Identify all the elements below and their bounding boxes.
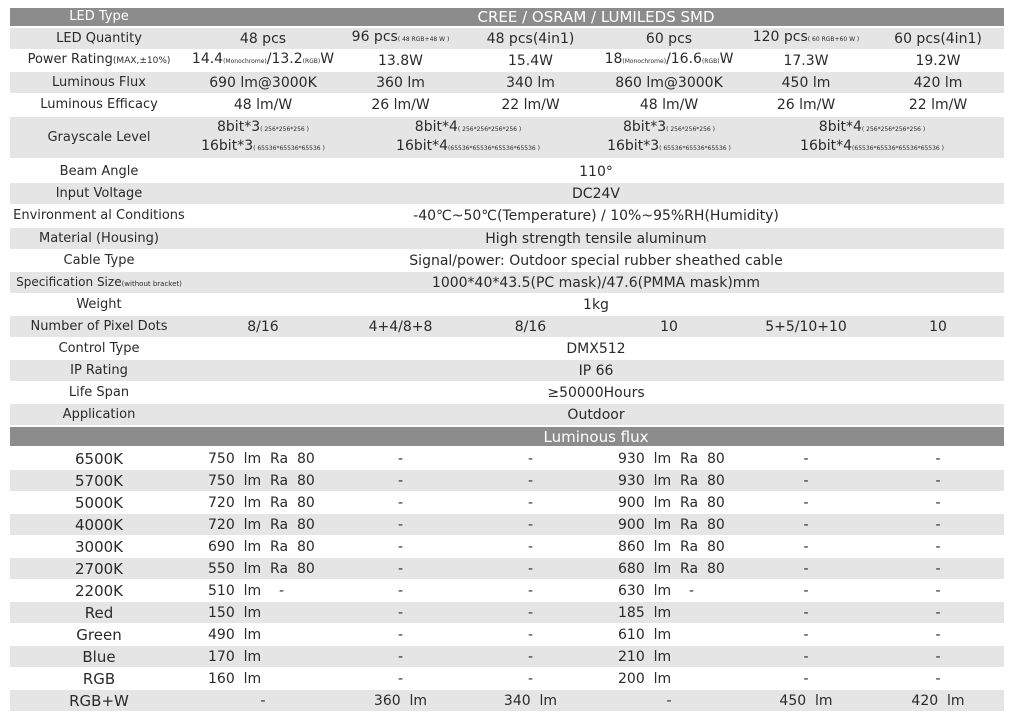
flux-value: - <box>803 582 809 599</box>
row-beam-angle <box>10 161 1004 182</box>
pixel-dots-1: 8/16 <box>247 318 279 335</box>
row-luminous-flux <box>10 72 1004 93</box>
row-pixel-dots <box>10 316 1004 337</box>
flux-row-label: 5700K <box>74 471 123 490</box>
flux-row <box>10 514 1004 535</box>
flux-row-label: Red <box>84 603 114 622</box>
flux-value: 210 lm <box>618 648 672 665</box>
label-cable-type: Cable Type <box>63 252 135 268</box>
qty-1: 48 pcs <box>239 30 287 47</box>
pixel-dots-5: 5+5/10+10 <box>765 318 847 335</box>
flux-row-label: RGB+W <box>69 691 129 710</box>
power-4: 18(Monochrome)/16.6(RGB)W <box>604 51 734 67</box>
flux-value: 185 lm <box>618 604 672 621</box>
flux-value: - <box>397 582 404 599</box>
flux-row-label: 5000K <box>74 493 123 512</box>
flux-value: - <box>397 450 404 467</box>
label-luminous-flux: Luminous Flux <box>52 74 146 90</box>
label-application: Application <box>62 406 136 422</box>
flux-value: - <box>527 670 534 687</box>
flux-value: 930 lm Ra 80 <box>618 450 725 467</box>
flux-value: 860 lm Ra 80 <box>618 538 725 555</box>
flux-value: - <box>397 560 404 577</box>
qty-6: 60 pcs(4in1) <box>894 30 982 47</box>
flux-value: - <box>397 604 404 621</box>
label-life-span: Life Span <box>68 384 130 400</box>
flux-value: - <box>803 604 809 621</box>
flux-value: - <box>935 626 941 643</box>
flux-header-title: Luminous flux <box>543 427 649 446</box>
flux-value: - <box>397 538 404 555</box>
row-spec-size <box>10 272 1004 293</box>
value-control-type: DMX512 <box>566 340 626 357</box>
flux-value: - <box>527 626 534 643</box>
flux-row-label: 4000K <box>74 515 123 534</box>
grayscale-group-4: 8bit*4( 256*256*256*256 ) 16bit*4(65536*65536*65536*65536 ) <box>800 118 944 154</box>
flux-value: - <box>397 494 404 511</box>
row-weight <box>10 294 1004 315</box>
row-life-span <box>10 382 1004 403</box>
grayscale-group-1: 8bit*3( 256*256*256 ) 16bit*3( 65536*65536*65536 ) <box>201 118 325 154</box>
efficacy-3: 22 lm/W <box>501 96 560 113</box>
flux-value: - <box>803 560 809 577</box>
flux-3: 340 lm <box>506 74 555 91</box>
flux-value: - <box>935 582 941 599</box>
label-luminous-efficacy: Luminous Efficacy <box>40 96 158 112</box>
flux-value: - <box>803 516 809 533</box>
pixel-dots-4: 10 <box>660 318 678 335</box>
flux-row <box>10 646 1004 667</box>
flux-value: - <box>260 692 266 709</box>
flux-value: 720 lm Ra 80 <box>208 494 315 511</box>
grayscale-group-2: 8bit*4( 256*256*256*256 ) 16bit*4(65536*65536*65536*65536 ) <box>396 118 540 154</box>
row-grayscale <box>10 117 1004 158</box>
flux-value: 420 lm <box>911 692 965 709</box>
row-luminous-efficacy <box>10 94 1004 115</box>
pixel-dots-3: 8/16 <box>514 318 547 335</box>
efficacy-5: 26 lm/W <box>776 96 836 113</box>
flux-value: 750 lm Ra 80 <box>208 450 315 467</box>
flux-row-label: Green <box>76 625 122 644</box>
flux-2: 360 lm <box>376 74 425 91</box>
flux-value: - <box>527 582 534 599</box>
value-environmental: -40℃~50℃(Temperature) / 10%~95%RH(Humidity) <box>413 207 779 224</box>
label-power-rating: Power Rating(MAX,±10%) <box>27 52 171 67</box>
label-grayscale: Grayscale Level <box>47 129 151 145</box>
flux-5: 450 lm <box>781 74 831 91</box>
flux-value: - <box>935 472 941 489</box>
efficacy-1: 48 lm/W <box>233 96 293 113</box>
row-cable-type <box>10 250 1004 271</box>
flux-value: 450 lm <box>779 692 833 709</box>
flux-1: 690 lm@3000K <box>209 74 317 91</box>
power-5: 17.3W <box>783 52 829 69</box>
value-ip-rating: IP 66 <box>578 362 614 379</box>
row-application <box>10 404 1004 425</box>
flux-value: - <box>935 648 941 665</box>
value-weight: 1kg <box>583 296 609 313</box>
flux-row <box>10 580 1004 601</box>
qty-2: 96 pcs( 48 RGB+48 W ) <box>351 29 450 45</box>
qty-5: 120 pcs( 60 RGB+60 W ) <box>752 29 860 45</box>
flux-value: 150 lm <box>208 604 262 621</box>
flux-value: 510 lm - <box>208 582 285 599</box>
value-beam-angle: 110° <box>579 163 613 180</box>
flux-value: - <box>527 538 534 555</box>
flux-value: - <box>935 604 941 621</box>
flux-value: - <box>803 450 809 467</box>
label-led-quantity: LED Quantity <box>56 30 142 46</box>
flux-value: - <box>803 626 809 643</box>
flux-value: - <box>666 692 672 709</box>
label-environmental: Environment al Conditions <box>13 207 185 223</box>
flux-value: - <box>803 538 809 555</box>
value-cable-type: Signal/power: Outdoor special rubber sheathed cable <box>409 252 783 269</box>
value-spec-size: 1000*40*43.5(PC mask)/47.6(PMMA mask)mm <box>431 274 761 291</box>
flux-value: - <box>935 516 941 533</box>
flux-value: - <box>397 670 404 687</box>
flux-value: - <box>803 648 809 665</box>
flux-value: - <box>397 648 404 665</box>
value-led-type: CREE / OSRAM / LUMILEDS SMD <box>477 8 715 26</box>
flux-value: 490 lm <box>208 626 262 643</box>
flux-value: 750 lm Ra 80 <box>208 472 315 489</box>
qty-3: 48 pcs(4in1) <box>486 30 575 47</box>
value-material: High strength tensile aluminum <box>485 230 707 247</box>
label-ip-rating: IP Rating <box>70 362 128 378</box>
flux-value: - <box>935 538 941 555</box>
flux-row-label: 3000K <box>74 537 123 556</box>
power-3: 15.4W <box>507 52 553 69</box>
flux-value: - <box>397 516 404 533</box>
row-power-rating <box>10 50 1004 71</box>
flux-value: 160 lm <box>208 670 262 687</box>
power-1: 14.4(Monochrome)/13.2(RGB)W <box>191 51 335 67</box>
row-input-voltage <box>10 183 1004 204</box>
flux-value: - <box>935 560 941 577</box>
flux-value: 610 lm <box>618 626 672 643</box>
flux-value: - <box>527 472 534 489</box>
flux-value: 930 lm Ra 80 <box>618 472 725 489</box>
flux-6: 420 lm <box>913 74 963 91</box>
flux-value: - <box>527 516 534 533</box>
flux-row <box>10 668 1004 689</box>
flux-row-label: 2700K <box>74 559 123 578</box>
row-control-type <box>10 338 1004 359</box>
qty-4: 60 pcs <box>645 30 693 47</box>
flux-value: - <box>935 670 941 687</box>
flux-value: 360 lm <box>373 692 428 709</box>
label-led-type: LED Type <box>69 9 129 24</box>
flux-value: - <box>935 450 941 467</box>
flux-row <box>10 602 1004 623</box>
flux-row-label: RGB <box>82 669 116 688</box>
grayscale-group-3: 8bit*3( 256*256*256 ) 16bit*3( 65536*65536*65536 ) <box>607 118 731 154</box>
flux-value: - <box>527 560 534 577</box>
row-environmental <box>10 205 1004 226</box>
flux-value: 680 lm Ra 80 <box>618 560 725 577</box>
efficacy-6: 22 lm/W <box>908 96 968 113</box>
pixel-dots-6: 10 <box>929 318 947 335</box>
flux-value: 720 lm Ra 80 <box>208 516 315 533</box>
pixel-dots-2: 4+4/8+8 <box>368 318 433 335</box>
flux-row <box>10 470 1004 491</box>
row-ip-rating <box>10 360 1004 381</box>
label-beam-angle: Beam Angle <box>59 163 139 179</box>
row-material <box>10 228 1004 249</box>
efficacy-2: 26 lm/W <box>371 96 430 113</box>
flux-row-label: Blue <box>82 647 116 666</box>
flux-row <box>10 558 1004 579</box>
flux-value: - <box>527 450 534 467</box>
flux-row <box>10 448 1004 469</box>
value-life-span: ≥50000Hours <box>547 384 645 401</box>
flux-value: 340 lm <box>503 692 558 709</box>
flux-row <box>10 492 1004 513</box>
flux-row <box>10 690 1004 711</box>
flux-row <box>10 624 1004 645</box>
label-control-type: Control Type <box>58 340 140 356</box>
value-application: Outdoor <box>567 406 625 423</box>
row-flux-header <box>10 427 1004 446</box>
row-led-quantity <box>10 28 1004 49</box>
efficacy-4: 48 lm/W <box>639 96 699 113</box>
label-material: Material (Housing) <box>39 230 159 246</box>
flux-value: 900 lm Ra 80 <box>618 516 725 533</box>
flux-value: 690 lm Ra 80 <box>208 538 315 555</box>
flux-4: 860 lm@3000K <box>615 74 723 91</box>
flux-row-label: 2200K <box>74 581 123 600</box>
flux-value: - <box>935 494 941 511</box>
flux-value: - <box>803 670 809 687</box>
flux-row-label: 6500K <box>74 449 123 468</box>
flux-value: 900 lm Ra 80 <box>618 494 725 511</box>
label-spec-size: Specification Size(without bracket) <box>16 274 182 289</box>
power-6: 19.2W <box>915 52 961 69</box>
flux-value: 630 lm - <box>618 582 695 599</box>
row-led-type <box>10 8 1004 26</box>
flux-value: 170 lm <box>208 648 262 665</box>
flux-row <box>10 536 1004 557</box>
flux-value: - <box>397 472 404 489</box>
flux-value: 200 lm <box>618 670 672 687</box>
value-input-voltage: DC24V <box>572 185 620 202</box>
flux-value: - <box>803 494 809 511</box>
label-pixel-dots: Number of Pixel Dots <box>30 318 168 334</box>
flux-value: 550 lm Ra 80 <box>208 560 315 577</box>
label-weight: Weight <box>76 296 122 312</box>
flux-value: - <box>527 648 534 665</box>
flux-value: - <box>397 626 404 643</box>
flux-value: - <box>527 604 534 621</box>
label-input-voltage: Input Voltage <box>55 185 143 201</box>
flux-value: - <box>803 472 809 489</box>
power-2: 13.8W <box>377 52 423 69</box>
flux-value: - <box>527 494 534 511</box>
